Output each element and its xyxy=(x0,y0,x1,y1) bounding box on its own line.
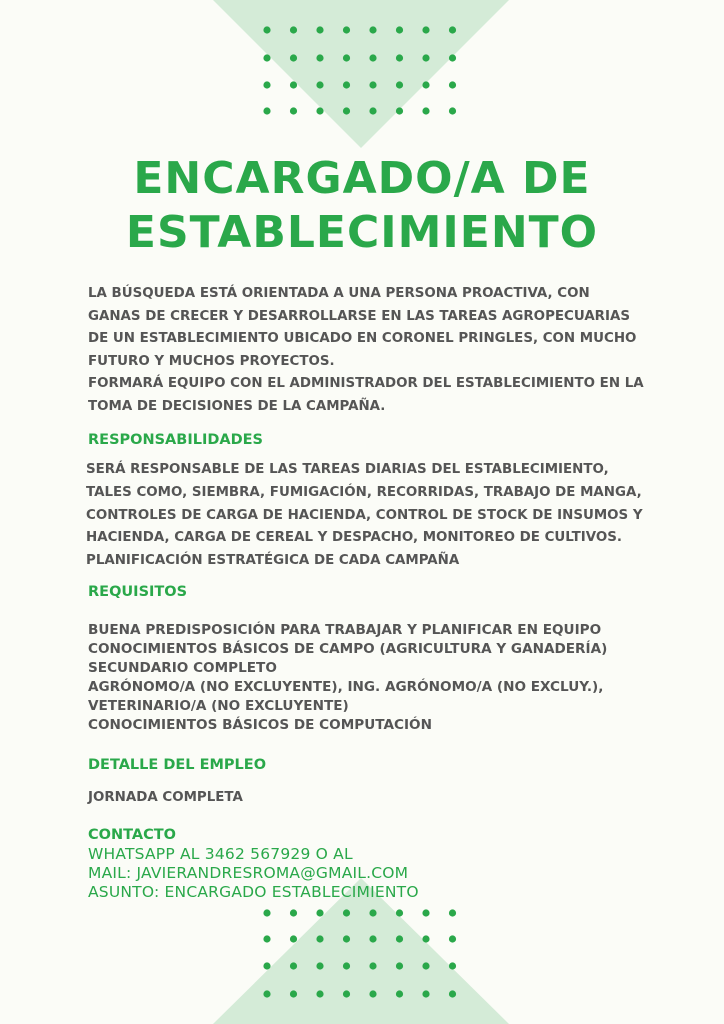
requisito-item: SECUNDARIO COMPLETO xyxy=(88,660,277,676)
decorative-dot xyxy=(343,107,350,114)
decorative-dot xyxy=(396,935,403,942)
decorative-dot xyxy=(422,909,429,916)
intro-line: FORMARÁ EQUIPO CON EL ADMINISTRADOR DEL ESTABLECIMIENTO EN LA xyxy=(88,376,644,391)
decorative-dot xyxy=(290,935,297,942)
decorative-dot xyxy=(316,962,323,969)
decorative-dot xyxy=(369,26,376,33)
decorative-dot xyxy=(422,962,429,969)
requisito-item: AGRÓNOMO/A (NO EXCLUYENTE), ING. AGRÓNOMO/A (NO EXCLUY.), xyxy=(88,679,604,695)
intro-line: GANAS DE CRECER Y DESARROLLARSE EN LAS TAREAS AGROPECUARIAS xyxy=(88,308,630,324)
decorative-dot xyxy=(316,909,323,916)
decorative-dot xyxy=(316,990,323,997)
decorative-dot xyxy=(396,990,403,997)
responsabilidades-line: SERÁ RESPONSABLE DE LAS TAREAS DIARIAS DEL ESTABLECIMIENTO, xyxy=(86,462,609,477)
requisito-item: BUENA PREDISPOSICIÓN PARA TRABAJAR Y PLANIFICAR EN EQUIPO xyxy=(88,622,602,638)
responsabilidades-line: HACIENDA, CARGA DE CEREAL Y DESPACHO, MONITOREO DE CULTIVOS. xyxy=(86,530,622,546)
contacto-heading: CONTACTO xyxy=(88,827,176,843)
decorative-dot xyxy=(263,962,270,969)
decorative-dot xyxy=(316,81,323,88)
contacto-asunto: ASUNTO: ENCARGADO ESTABLECIMIENTO xyxy=(88,883,419,901)
requisito-item: CONOCIMIENTOS BÁSICOS DE CAMPO (AGRICULTURA Y GANADERÍA) xyxy=(88,641,608,657)
decorative-dot xyxy=(396,26,403,33)
decorative-dot xyxy=(369,54,376,61)
decorative-dot xyxy=(449,54,456,61)
top-dot-grid-decoration xyxy=(255,18,475,118)
decorative-dot xyxy=(369,990,376,997)
detalle-text: JORNADA COMPLETA xyxy=(88,790,243,805)
decorative-dot xyxy=(396,81,403,88)
decorative-dot xyxy=(343,990,350,997)
decorative-dot xyxy=(422,107,429,114)
title-line-2: ESTABLECIMIENTO xyxy=(125,207,599,258)
decorative-dot xyxy=(263,26,270,33)
decorative-dot xyxy=(316,54,323,61)
decorative-dot xyxy=(263,107,270,114)
decorative-dot xyxy=(290,81,297,88)
decorative-dot xyxy=(369,935,376,942)
decorative-dot xyxy=(343,81,350,88)
decorative-dot xyxy=(422,990,429,997)
requisito-item: VETERINARIO/A (NO EXCLUYENTE) xyxy=(88,698,349,714)
decorative-dot xyxy=(369,107,376,114)
decorative-dot xyxy=(343,962,350,969)
decorative-dot xyxy=(396,54,403,61)
decorative-dot xyxy=(369,909,376,916)
decorative-dot xyxy=(263,909,270,916)
decorative-dot xyxy=(396,107,403,114)
decorative-dot xyxy=(369,81,376,88)
decorative-dot xyxy=(449,909,456,916)
intro-line: TOMA DE DECISIONES DE LA CAMPAÑA. xyxy=(88,398,386,414)
intro-line: FUTURO Y MUCHOS PROYECTOS. xyxy=(88,353,335,369)
decorative-dot xyxy=(316,935,323,942)
detalle-heading: DETALLE DEL EMPLEO xyxy=(88,757,267,773)
responsabilidades-heading: RESPONSABILIDADES xyxy=(88,432,263,448)
decorative-dot xyxy=(343,909,350,916)
decorative-dot xyxy=(263,935,270,942)
decorative-dot xyxy=(263,990,270,997)
decorative-dot xyxy=(263,81,270,88)
decorative-dot xyxy=(290,54,297,61)
decorative-dot xyxy=(290,26,297,33)
requisito-item: CONOCIMIENTOS BÁSICOS DE COMPUTACIÓN xyxy=(88,717,432,733)
decorative-dot xyxy=(316,26,323,33)
decorative-dot xyxy=(290,962,297,969)
decorative-dot xyxy=(343,26,350,33)
contacto-whatsapp: WHATSAPP AL 3462 567929 O AL xyxy=(88,845,353,863)
decorative-dot xyxy=(343,935,350,942)
decorative-dot xyxy=(449,107,456,114)
title-line-1: ENCARGADO/A DE xyxy=(133,153,591,204)
decorative-dot xyxy=(369,962,376,969)
decorative-dot xyxy=(290,990,297,997)
bottom-dot-grid-decoration xyxy=(255,903,475,1018)
requisitos-heading: REQUISITOS xyxy=(88,584,188,600)
decorative-dot xyxy=(263,54,270,61)
decorative-dot xyxy=(396,962,403,969)
decorative-dot xyxy=(422,26,429,33)
decorative-dot xyxy=(422,54,429,61)
decorative-dot xyxy=(343,54,350,61)
intro-line: LA BÚSQUEDA ESTÁ ORIENTADA A UNA PERSONA PROACTIVA, CON xyxy=(88,286,590,301)
decorative-dot xyxy=(290,909,297,916)
intro-paragraph xyxy=(88,283,644,418)
decorative-dot xyxy=(316,107,323,114)
contacto-mail: MAIL: JAVIERANDRESROMA@GMAIL.COM xyxy=(88,864,409,882)
decorative-dot xyxy=(396,909,403,916)
decorative-dot xyxy=(449,962,456,969)
page-title xyxy=(0,152,724,260)
decorative-dot xyxy=(449,81,456,88)
decorative-dot xyxy=(449,26,456,33)
intro-line: DE UN ESTABLECIMIENTO UBICADO EN CORONEL PRINGLES, CON MUCHO xyxy=(88,331,637,346)
responsabilidades-line: PLANIFICACIÓN ESTRATÉGICA DE CADA CAMPAÑA xyxy=(86,553,460,569)
responsabilidades-line: TALES COMO, SIEMBRA, FUMIGACIÓN, RECORRIDAS, TRABAJO DE MANGA, xyxy=(86,484,642,500)
decorative-dot xyxy=(449,935,456,942)
decorative-dot xyxy=(422,935,429,942)
responsabilidades-text xyxy=(86,459,643,573)
decorative-dot xyxy=(290,107,297,114)
responsabilidades-line: CONTROLES DE CARGA DE HACIENDA, CONTROL DE STOCK DE INSUMOS Y xyxy=(86,507,643,523)
decorative-dot xyxy=(422,81,429,88)
requisitos-list xyxy=(88,621,607,735)
decorative-dot xyxy=(449,990,456,997)
